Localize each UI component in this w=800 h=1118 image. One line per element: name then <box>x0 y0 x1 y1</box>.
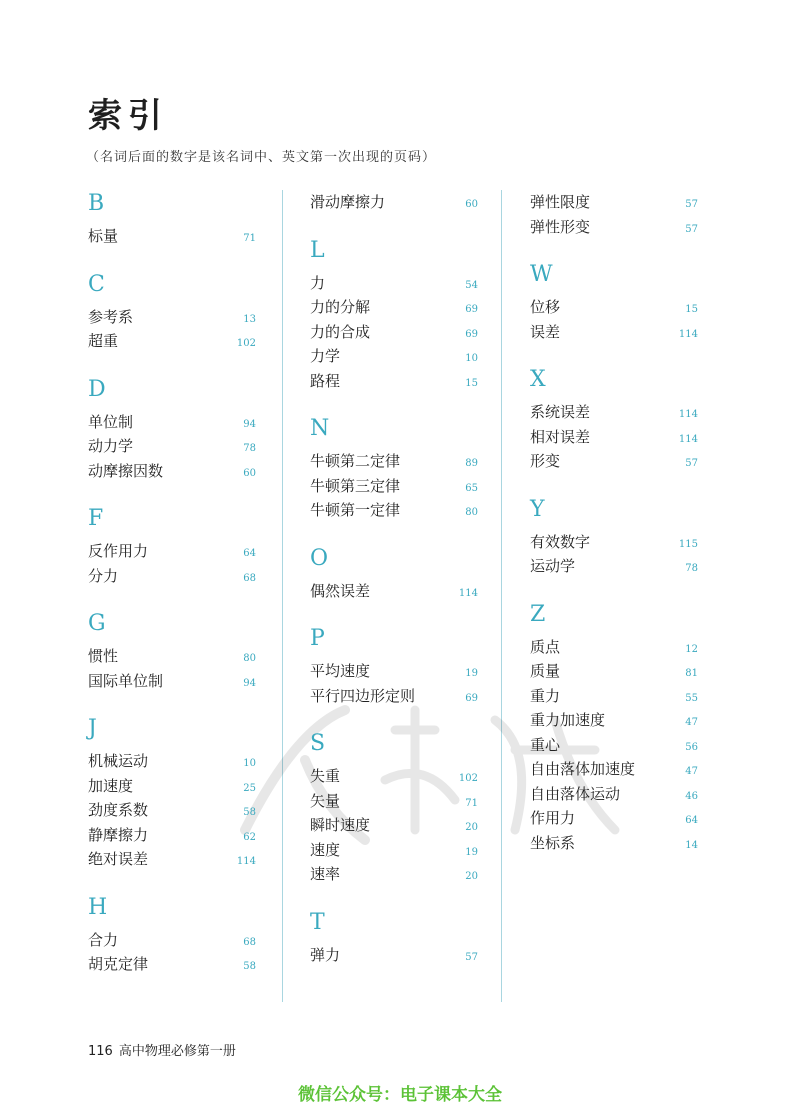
index-term: 动力学 <box>88 437 134 455</box>
index-entry <box>310 474 478 499</box>
section-letter: L <box>310 237 325 263</box>
index-page-number: 114 <box>678 328 698 340</box>
index-entry <box>310 498 478 523</box>
index-entry <box>530 806 698 831</box>
index-entry <box>88 539 256 564</box>
index-entry <box>88 774 256 799</box>
index-page-number: 114 <box>678 409 698 420</box>
index-entry <box>310 295 478 320</box>
index-page-number: 81 <box>685 668 698 679</box>
index-section <box>530 601 698 856</box>
index-term: 重心 <box>530 735 561 754</box>
index-section <box>530 190 698 239</box>
index-entry <box>88 564 256 589</box>
index-page-number: 10 <box>465 353 478 364</box>
index-term: 滑动摩擦力 <box>310 193 386 211</box>
index-page-number: 15 <box>685 304 698 315</box>
index-term: 标量 <box>88 227 119 245</box>
index-term: 机械运动 <box>88 752 149 770</box>
index-page-number: 71 <box>243 233 256 244</box>
index-entry <box>530 831 698 856</box>
index-term: 分力 <box>88 566 119 585</box>
index-term: 瞬时速度 <box>310 816 371 834</box>
index-entry <box>88 410 256 435</box>
index-page-number: 47 <box>685 717 698 728</box>
index-entry <box>310 579 478 604</box>
index-entry <box>530 635 698 660</box>
index-entry <box>530 449 698 474</box>
index-page-number: 55 <box>685 692 698 704</box>
index-entry <box>310 789 478 814</box>
index-page-number: 58 <box>243 961 256 972</box>
index-entry <box>88 798 256 823</box>
index-page-number: 54 <box>465 279 478 291</box>
index-term: 力的分解 <box>310 298 371 316</box>
index-section <box>310 415 478 523</box>
index-term: 牛顿第一定律 <box>310 501 401 519</box>
index-page-number: 64 <box>243 548 256 559</box>
index-page-number: 80 <box>465 507 478 518</box>
index-column-1 <box>88 190 256 977</box>
section-letter: C <box>88 271 105 297</box>
index-entry <box>530 320 698 345</box>
index-term: 加速度 <box>88 776 134 795</box>
index-entry <box>88 952 256 977</box>
index-entry <box>530 425 698 450</box>
index-page-number: 65 <box>465 482 478 494</box>
index-term: 偶然误差 <box>310 581 371 600</box>
index-entry <box>88 329 256 354</box>
index-page-number: 14 <box>685 839 698 851</box>
index-term: 惯性 <box>88 647 119 665</box>
index-page-number: 12 <box>685 643 698 655</box>
index-term: 形变 <box>530 452 561 470</box>
section-letter: N <box>310 416 330 441</box>
index-page-number: 57 <box>685 223 698 235</box>
section-letter: O <box>310 545 329 571</box>
index-entry <box>310 190 478 215</box>
index-term: 国际单位制 <box>88 671 164 690</box>
index-page-number: 60 <box>465 199 478 210</box>
section-letter: T <box>310 909 325 935</box>
section-letter: G <box>88 611 106 636</box>
index-entry <box>310 943 478 968</box>
index-term: 反作用力 <box>88 542 149 560</box>
index-term: 超重 <box>88 332 119 350</box>
index-entry <box>88 669 256 694</box>
index-section <box>310 909 478 968</box>
index-term: 绝对误差 <box>88 850 149 868</box>
index-term: 牛顿第二定律 <box>310 452 401 470</box>
index-page-number: 102 <box>236 338 256 349</box>
index-page-number: 15 <box>465 377 478 389</box>
index-page-number: 25 <box>243 782 256 794</box>
index-term: 弹力 <box>310 945 341 964</box>
index-entry <box>310 369 478 394</box>
index-entry <box>310 764 478 789</box>
index-term: 力 <box>310 273 326 292</box>
index-section <box>310 190 478 215</box>
index-section <box>88 271 256 354</box>
index-page-number: 71 <box>465 797 478 809</box>
index-entry <box>530 708 698 733</box>
index-term: 质量 <box>530 662 561 680</box>
index-term: 单位制 <box>88 412 134 431</box>
index-term: 力的合成 <box>310 322 371 341</box>
page-title: 索引 <box>88 96 168 136</box>
index-entry <box>88 847 256 872</box>
index-term: 系统误差 <box>530 403 591 421</box>
index-page-number: 19 <box>465 668 478 679</box>
index-entry <box>530 190 698 215</box>
index-note: （名词后面的数字是该名词中、英文第一次出现的页码） <box>86 150 437 165</box>
index-term: 弹性形变 <box>530 217 591 236</box>
index-column-3 <box>530 190 698 855</box>
index-page-number: 58 <box>243 807 256 818</box>
section-letter: Z <box>530 601 546 627</box>
index-entry <box>530 215 698 240</box>
index-term: 速度 <box>310 840 341 859</box>
index-section <box>88 376 256 484</box>
index-page-number: 60 <box>243 467 256 479</box>
index-entry <box>530 733 698 758</box>
index-entry <box>530 684 698 709</box>
index-entry <box>530 530 698 555</box>
index-entry <box>310 344 478 369</box>
index-entry <box>88 459 256 484</box>
index-page-number: 57 <box>465 951 478 963</box>
index-page-number: 80 <box>243 653 256 664</box>
index-term: 矢量 <box>310 791 341 810</box>
index-term: 平均速度 <box>310 662 371 680</box>
section-letter: J <box>88 716 97 741</box>
index-term: 重力 <box>530 686 561 705</box>
index-page-number: 94 <box>243 418 256 430</box>
index-page-number: 47 <box>685 766 698 777</box>
index-entry <box>310 862 478 887</box>
index-entry <box>530 295 698 320</box>
index-section <box>88 610 256 693</box>
index-column-2 <box>310 190 478 967</box>
index-term: 有效数字 <box>530 532 591 551</box>
index-page-number: 19 <box>465 846 478 858</box>
index-page-number: 102 <box>458 773 478 784</box>
index-page-number: 57 <box>685 458 698 469</box>
index-section <box>310 625 478 708</box>
index-section <box>530 261 698 344</box>
index-page-number: 46 <box>685 790 698 802</box>
index-entry <box>310 320 478 345</box>
index-term: 牛顿第三定律 <box>310 476 401 495</box>
index-page-number: 115 <box>678 538 698 550</box>
page-number: 116 <box>88 1044 113 1059</box>
index-page-number: 68 <box>243 936 256 948</box>
index-page-number: 114 <box>458 587 478 599</box>
index-term: 参考系 <box>88 307 134 326</box>
index-page-number: 78 <box>685 563 698 574</box>
index-entry <box>88 749 256 774</box>
index-page-number: 78 <box>243 443 256 454</box>
index-term: 质点 <box>530 637 561 656</box>
index-term: 劲度系数 <box>88 801 149 819</box>
index-term: 作用力 <box>530 809 576 827</box>
index-section <box>310 237 478 394</box>
index-entry <box>530 659 698 684</box>
index-term: 弹性限度 <box>530 193 591 211</box>
index-page-number: 94 <box>243 677 256 689</box>
index-term: 静摩擦力 <box>88 825 149 844</box>
index-term: 速率 <box>310 865 341 883</box>
index-page-number: 69 <box>465 328 478 340</box>
index-page-number: 69 <box>465 304 478 315</box>
index-entry <box>530 554 698 579</box>
column-divider <box>282 190 283 1002</box>
page-footer <box>88 1040 236 1059</box>
section-letter: X <box>530 367 546 392</box>
index-term: 相对误差 <box>530 427 591 446</box>
index-term: 位移 <box>530 298 561 316</box>
index-section <box>310 730 478 887</box>
section-letter: P <box>310 626 325 651</box>
index-page-number: 62 <box>243 831 256 843</box>
index-section <box>88 894 256 977</box>
index-page-number: 69 <box>465 692 478 704</box>
index-entry <box>530 400 698 425</box>
index-page-number: 20 <box>465 822 478 833</box>
index-page-number: 89 <box>465 458 478 469</box>
index-page-number: 10 <box>243 758 256 769</box>
index-term: 失重 <box>310 767 341 785</box>
index-term: 自由落体运动 <box>530 784 621 803</box>
index-page-number: 68 <box>243 572 256 584</box>
index-page-number: 20 <box>465 871 478 882</box>
index-term: 力学 <box>310 347 341 365</box>
index-entry <box>530 782 698 807</box>
index-section <box>530 366 698 474</box>
index-page-number: 114 <box>236 856 256 867</box>
index-entry <box>310 684 478 709</box>
index-section <box>530 496 698 579</box>
book-title: 高中物理必修第一册 <box>118 1044 236 1059</box>
index-term: 平行四边形定则 <box>310 686 416 705</box>
index-entry <box>88 305 256 330</box>
index-term: 自由落体加速度 <box>530 760 636 778</box>
index-term: 路程 <box>310 371 341 390</box>
index-section <box>88 190 256 249</box>
wechat-banner: 微信公众号：电子课本大全 <box>298 1085 502 1105</box>
index-term: 胡克定律 <box>88 955 149 973</box>
column-divider <box>501 190 502 1002</box>
index-entry <box>88 928 256 953</box>
index-section <box>310 545 478 604</box>
index-entry <box>88 434 256 459</box>
index-page-number: 114 <box>678 433 698 445</box>
index-page-number: 13 <box>243 313 256 325</box>
index-entry <box>310 813 478 838</box>
index-entry <box>88 823 256 848</box>
index-term: 动摩擦因数 <box>88 461 164 480</box>
index-entry <box>310 449 478 474</box>
index-page-number: 56 <box>685 741 698 753</box>
index-entry <box>310 659 478 684</box>
section-letter: H <box>88 894 108 920</box>
index-term: 合力 <box>88 930 119 949</box>
index-term: 运动学 <box>530 557 576 575</box>
index-section <box>88 505 256 588</box>
section-letter: S <box>310 731 326 756</box>
index-page-number: 64 <box>685 815 698 826</box>
index-entry <box>310 271 478 296</box>
index-entry <box>88 644 256 669</box>
index-page-number: 57 <box>685 199 698 210</box>
section-letter: B <box>88 191 105 216</box>
index-entry <box>310 838 478 863</box>
index-entry <box>88 224 256 249</box>
index-term: 坐标系 <box>530 833 576 852</box>
index-entry <box>530 757 698 782</box>
section-letter: D <box>88 376 106 402</box>
section-letter: F <box>88 506 104 531</box>
index-term: 重力加速度 <box>530 711 606 729</box>
section-letter: Y <box>530 496 545 522</box>
section-letter: W <box>530 262 553 287</box>
index-section <box>88 715 256 872</box>
index-term: 误差 <box>530 322 561 341</box>
